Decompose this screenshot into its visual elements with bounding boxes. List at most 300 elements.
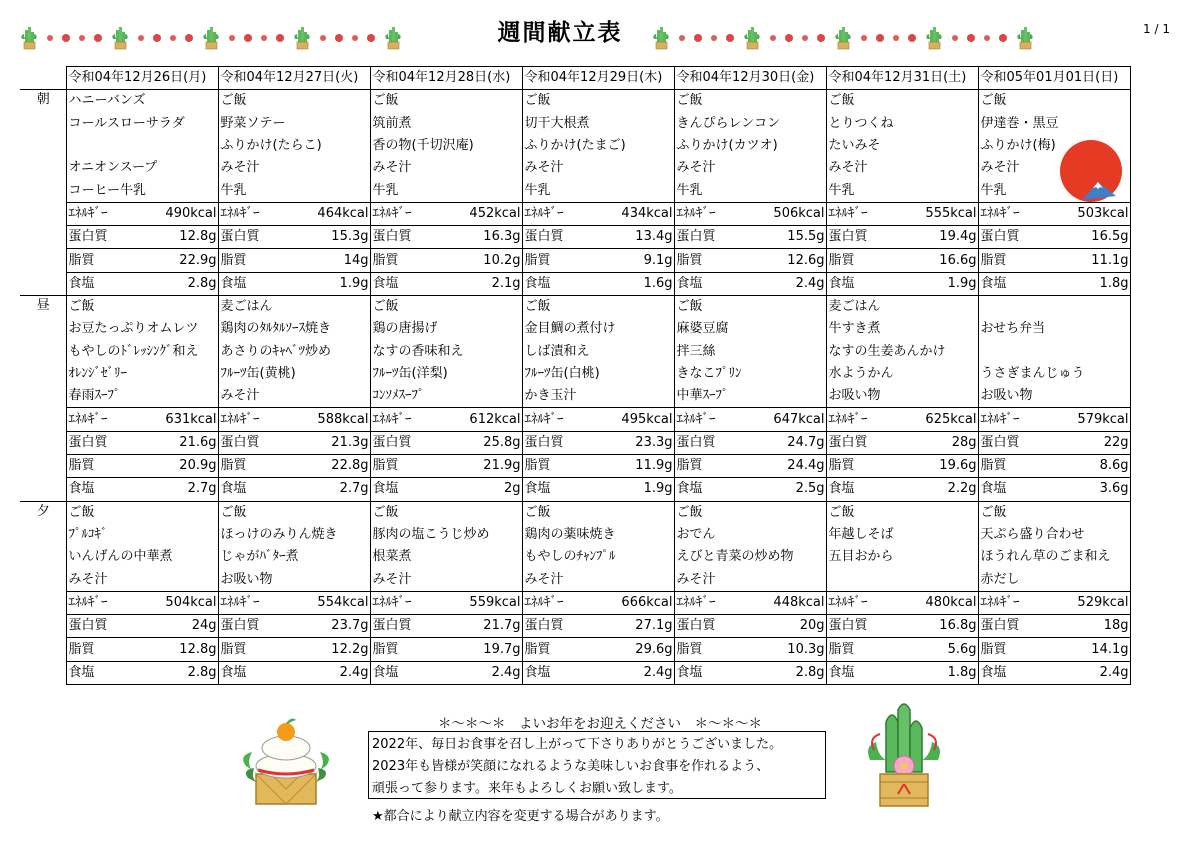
menu-item: みそ汁 [978,157,1130,179]
nutrition-row [20,591,1130,614]
menu-item: ｵﾚﾝｼﾞｾﾞﾘｰ [66,363,218,385]
nutrition-label: 蛋白質 [66,226,145,249]
plum-dot-icon [770,35,776,41]
nutrition-label: 蛋白質 [674,431,753,454]
nutrition-label: ｴﾈﾙｷﾞｰ [66,202,145,225]
nutrition-value: 1.8g [905,661,978,684]
menu-item: 春雨ｽｰﾌﾟ [66,385,218,408]
menu-item: コールスローサラダ [66,113,218,135]
nutrition-label: 蛋白質 [826,431,905,454]
greeting-line: 頑張って参ります。来年もよろしくお願い致します。 [372,781,682,796]
nutrition-value: 2.7g [297,478,370,501]
food-row [20,501,1130,524]
menu-item: なすの香味和え [370,341,522,363]
nutrition-label: 食塩 [826,272,905,295]
nutrition-label: ｴﾈﾙｷﾞｰ [66,408,145,431]
nutrition-value: 12.2g [297,638,370,661]
menu-item: お吸い物 [218,569,370,592]
nutrition-value: 3.6g [1057,478,1130,501]
nutrition-row [20,455,1130,478]
nutrition-row [20,661,1130,684]
nutrition-value: 1.9g [601,478,674,501]
menu-item: みそ汁 [522,569,674,592]
nutrition-label: 脂質 [66,249,145,272]
nutrition-value: 10.2g [449,249,522,272]
nutrition-value: 2.7g [145,478,218,501]
nutrition-value: 16.3g [449,226,522,249]
nutrition-row [20,408,1130,431]
nutrition-label: ｴﾈﾙｷﾞｰ [978,591,1057,614]
nutrition-label: 蛋白質 [522,615,601,638]
greeting-line: 2022年、毎日お食事を召し上がって下さりありがとうございました。 [372,737,783,752]
nutrition-label: ｴﾈﾙｷﾞｰ [978,408,1057,431]
menu-item: ご飯 [218,501,370,524]
date-header: 令和04年12月30日(金) [674,67,826,90]
nutrition-label: 脂質 [978,455,1057,478]
kadomatsu-icon [652,26,670,50]
nutrition-label: 脂質 [218,249,297,272]
nutrition-label: 食塩 [218,272,297,295]
nutrition-value: 24.4g [753,455,826,478]
rising-sun-fuji-icon [1058,138,1124,204]
nutrition-label: 食塩 [370,478,449,501]
nutrition-value: 612kcal [449,408,522,431]
menu-item: 牛乳 [826,179,978,202]
nutrition-label: 蛋白質 [978,226,1057,249]
decoration-right [652,26,1034,50]
nutrition-label: ｴﾈﾙｷﾞｰ [674,202,753,225]
menu-item: お豆たっぷりオムレツ [66,318,218,340]
nutrition-value: 19.6g [905,455,978,478]
menu-item: みそ汁 [370,569,522,592]
nutrition-value: 16.6g [905,249,978,272]
nutrition-label: ｴﾈﾙｷﾞｰ [674,591,753,614]
nutrition-label: 食塩 [66,478,145,501]
menu-item [978,341,1130,363]
plum-dot-icon [861,35,867,41]
nutrition-label: ｴﾈﾙｷﾞｰ [522,202,601,225]
food-row [20,113,1130,135]
nutrition-row [20,202,1130,225]
nutrition-label: ｴﾈﾙｷﾞｰ [370,591,449,614]
menu-item: ご飯 [522,295,674,318]
nutrition-value: 2.4g [753,272,826,295]
menu-item: ふりかけ(たまご) [522,135,674,157]
food-row [20,295,1130,318]
nutrition-label: 蛋白質 [370,615,449,638]
food-row [20,179,1130,202]
nutrition-label: 蛋白質 [522,226,601,249]
kagami-mochi-icon [238,708,334,808]
menu-item: 麦ごはん [218,295,370,318]
nutrition-value: 12.8g [145,226,218,249]
nutrition-value: 490kcal [145,202,218,225]
page-number: 1 / 1 [1143,22,1170,36]
nutrition-label: ｴﾈﾙｷﾞｰ [674,408,753,431]
nutrition-label: 脂質 [674,455,753,478]
nutrition-label: 食塩 [218,661,297,684]
food-row [20,363,1130,385]
nutrition-value: 13.4g [601,226,674,249]
nutrition-label: 脂質 [826,455,905,478]
nutrition-value: 2.1g [449,272,522,295]
menu-item: うさぎまんじゅう [978,363,1130,385]
nutrition-label: 蛋白質 [978,615,1057,638]
plum-dot-icon [952,35,958,41]
menu-item: ご飯 [522,90,674,113]
nutrition-value: 21.3g [297,431,370,454]
nutrition-label: 脂質 [522,455,601,478]
nutrition-value: 666kcal [601,591,674,614]
nutrition-value: 11.9g [601,455,674,478]
food-row [20,318,1130,340]
nutrition-value: 24g [145,615,218,638]
kadomatsu-icon [1016,26,1034,50]
nutrition-value: 2.4g [601,661,674,684]
date-header: 令和04年12月29日(木) [522,67,674,90]
plum-dot-icon [908,34,916,42]
menu-item: 根菜煮 [370,546,522,568]
nutrition-label: 食塩 [66,661,145,684]
nutrition-label: 食塩 [522,272,601,295]
nutrition-label: 脂質 [978,638,1057,661]
menu-item: みそ汁 [66,569,218,592]
food-row [20,546,1130,568]
nutrition-value: 22.9g [145,249,218,272]
menu-item: ご飯 [978,501,1130,524]
menu-item: オニオンスープ [66,157,218,179]
menu-item: 豚肉の塩こうじ炒め [370,524,522,546]
nutrition-label: 脂質 [66,638,145,661]
menu-item: たいみそ [826,135,978,157]
menu-item [66,135,218,157]
greeting-title: ＊～＊～＊ よいお年をお迎えください ＊～＊～＊ [438,716,762,732]
weekly-menu-table [20,66,1131,685]
food-row [20,524,1130,546]
nutrition-value: 20g [753,615,826,638]
nutrition-label: ｴﾈﾙｷﾞｰ [370,202,449,225]
nutrition-value: 14g [297,249,370,272]
nutrition-value: 16.8g [905,615,978,638]
nutrition-value: 15.5g [753,226,826,249]
nutrition-value: 506kcal [753,202,826,225]
food-row [20,569,1130,592]
nutrition-value: 625kcal [905,408,978,431]
menu-item: 香の物(千切沢庵) [370,135,522,157]
nutrition-value: 495kcal [601,408,674,431]
menu-item: なすの生姜あんかけ [826,341,978,363]
nutrition-label: 蛋白質 [674,226,753,249]
menu-item: ﾌﾙｰﾂ缶(洋梨) [370,363,522,385]
nutrition-value: 529kcal [1057,591,1130,614]
nutrition-value: 23.7g [297,615,370,638]
menu-item: 麻婆豆腐 [674,318,826,340]
menu-item: ご飯 [674,501,826,524]
menu-item: しば漬和え [522,341,674,363]
menu-item: 牛乳 [218,179,370,202]
menu-item: みそ汁 [674,157,826,179]
nutrition-label: 蛋白質 [370,431,449,454]
nutrition-value: 1.8g [1057,272,1130,295]
menu-item: 鶏の唐揚げ [370,318,522,340]
nutrition-value: 23.3g [601,431,674,454]
menu-item: みそ汁 [826,157,978,179]
menu-item: 野菜ソテー [218,113,370,135]
nutrition-label: ｴﾈﾙｷﾞｰ [826,408,905,431]
nutrition-label: 蛋白質 [218,431,297,454]
kadomatsu-icon [925,26,943,50]
nutrition-row [20,431,1130,454]
nutrition-label: ｴﾈﾙｷﾞｰ [370,408,449,431]
menu-item: みそ汁 [218,385,370,408]
nutrition-row [20,249,1130,272]
nutrition-label: ｴﾈﾙｷﾞｰ [978,202,1057,225]
nutrition-label: 蛋白質 [370,226,449,249]
nutrition-value: 452kcal [449,202,522,225]
nutrition-label: 脂質 [978,249,1057,272]
nutrition-label: ｴﾈﾙｷﾞｰ [826,202,905,225]
nutrition-label: 食塩 [522,478,601,501]
menu-item: ほっけのみりん焼き [218,524,370,546]
menu-item: ご飯 [218,90,370,113]
nutrition-value: 16.5g [1057,226,1130,249]
nutrition-label: 脂質 [66,455,145,478]
nutrition-value: 27.1g [601,615,674,638]
menu-item: 拌三絲 [674,341,826,363]
meal-label: 朝 [20,90,66,296]
nutrition-value: 5.6g [905,638,978,661]
nutrition-label: 蛋白質 [218,615,297,638]
nutrition-value: 464kcal [297,202,370,225]
nutrition-value: 19.7g [449,638,522,661]
nutrition-value: 24.7g [753,431,826,454]
nutrition-label: ｴﾈﾙｷﾞｰ [218,591,297,614]
nutrition-label: ｴﾈﾙｷﾞｰ [522,408,601,431]
nutrition-value: 25.8g [449,431,522,454]
nutrition-label: 食塩 [218,478,297,501]
nutrition-value: 504kcal [145,591,218,614]
nutrition-value: 2.8g [753,661,826,684]
plum-dot-icon [967,34,975,42]
nutrition-value: 12.8g [145,638,218,661]
nutrition-label: 蛋白質 [978,431,1057,454]
nutrition-label: 蛋白質 [66,615,145,638]
date-header: 令和05年01月01日(日) [978,67,1130,90]
menu-item: 牛乳 [370,179,522,202]
nutrition-value: 2g [449,478,522,501]
food-row [20,385,1130,408]
nutrition-label: 脂質 [218,455,297,478]
nutrition-value: 2.4g [297,661,370,684]
nutrition-label: 食塩 [370,661,449,684]
nutrition-label: 蛋白質 [826,615,905,638]
nutrition-label: 脂質 [370,249,449,272]
menu-item: 伊達巻・黒豆 [978,113,1130,135]
menu-item: 麦ごはん [826,295,978,318]
menu-item: 赤だし [978,569,1130,592]
nutrition-value: 1.9g [297,272,370,295]
nutrition-value: 21.9g [449,455,522,478]
nutrition-label: 食塩 [978,478,1057,501]
nutrition-label: 脂質 [826,249,905,272]
menu-item: ご飯 [370,295,522,318]
menu-item: ふりかけ(梅) [978,135,1130,157]
menu-item: 鶏肉の薬味焼き [522,524,674,546]
plum-dot-icon [694,34,702,42]
menu-item: ご飯 [978,90,1130,113]
nutrition-label: ｴﾈﾙｷﾞｰ [522,591,601,614]
nutrition-value: 554kcal [297,591,370,614]
change-notice: ★都合により献立内容を変更する場合があります。 [372,809,669,824]
menu-item: コーヒー牛乳 [66,179,218,202]
menu-item: ご飯 [674,295,826,318]
nutrition-value: 480kcal [905,591,978,614]
menu-item: ご飯 [66,501,218,524]
nutrition-label: 蛋白質 [522,431,601,454]
menu-item: ﾌﾙｰﾂ缶(白桃) [522,363,674,385]
nutrition-label: 食塩 [674,478,753,501]
menu-item: ふりかけ(たらこ) [218,135,370,157]
meal-label: 昼 [20,295,66,501]
plum-dot-icon [802,35,808,41]
plum-dot-icon [984,35,990,41]
nutrition-value: 2.5g [753,478,826,501]
menu-item: お吸い物 [826,385,978,408]
menu-item: 五目おから [826,546,978,568]
nutrition-label: 脂質 [370,638,449,661]
nutrition-value: 559kcal [449,591,522,614]
nutrition-value: 8.6g [1057,455,1130,478]
nutrition-label: 蛋白質 [66,431,145,454]
nutrition-value: 2.8g [145,661,218,684]
menu-item: もやしのﾁｬﾝﾌﾟﾙ [522,546,674,568]
menu-item: ふりかけ(カツオ) [674,135,826,157]
menu-item: きんぴらレンコン [674,113,826,135]
nutrition-value: 579kcal [1057,408,1130,431]
nutrition-value: 1.9g [905,272,978,295]
nutrition-value: 9.1g [601,249,674,272]
meal-label: 夕 [20,501,66,684]
nutrition-value: 29.6g [601,638,674,661]
nutrition-row [20,478,1130,501]
menu-item: じゃがﾊﾞﾀｰ煮 [218,546,370,568]
menu-item: おせち弁当 [978,318,1130,340]
menu-item: ハニーバンズ [66,90,218,113]
plum-dot-icon [817,34,825,42]
nutrition-label: 食塩 [66,272,145,295]
nutrition-value: 2.2g [905,478,978,501]
nutrition-label: 食塩 [674,272,753,295]
menu-item: ﾌﾟﾙｺｷﾞ [66,524,218,546]
menu-item: 筑前煮 [370,113,522,135]
title-row [20,12,1100,48]
nutrition-value: 10.3g [753,638,826,661]
nutrition-label: 食塩 [826,661,905,684]
nutrition-value: 21.7g [449,615,522,638]
nutrition-value: 2.4g [449,661,522,684]
food-row [20,90,1130,113]
menu-item: ご飯 [826,501,978,524]
nutrition-value: 1.6g [601,272,674,295]
nutrition-value: 14.1g [1057,638,1130,661]
nutrition-label: 食塩 [522,661,601,684]
menu-item: 天ぷら盛り合わせ [978,524,1130,546]
nutrition-label: ｴﾈﾙｷﾞｰ [826,591,905,614]
menu-item: ご飯 [66,295,218,318]
plum-dot-icon [785,34,793,42]
nutrition-value: 21.6g [145,431,218,454]
nutrition-value: 22g [1057,431,1130,454]
page-title: 週間献立表 [497,20,623,46]
nutrition-value: 22.8g [297,455,370,478]
nutrition-label: 脂質 [522,249,601,272]
menu-item: かき玉汁 [522,385,674,408]
menu-item: 中華ｽｰﾌﾟ [674,385,826,408]
menu-item: おでん [674,524,826,546]
menu-item: もやしのﾄﾞﾚｯｼﾝｸﾞ和え [66,341,218,363]
nutrition-label: 脂質 [218,638,297,661]
plum-dot-icon [893,35,899,41]
date-header: 令和04年12月31日(土) [826,67,978,90]
nutrition-value: 20.9g [145,455,218,478]
nutrition-value: 28g [905,431,978,454]
nutrition-label: 脂質 [826,638,905,661]
nutrition-label: 蛋白質 [218,226,297,249]
nutrition-label: 脂質 [674,638,753,661]
nutrition-label: 脂質 [522,638,601,661]
nutrition-value: 12.6g [753,249,826,272]
menu-item: ほうれん草のごま和え [978,546,1130,568]
nutrition-value: 15.3g [297,226,370,249]
nutrition-value: 588kcal [297,408,370,431]
menu-item: いんげんの中華煮 [66,546,218,568]
menu-item: 水ようかん [826,363,978,385]
nutrition-label: 食塩 [978,661,1057,684]
nutrition-value: 503kcal [1057,202,1130,225]
menu-item: みそ汁 [522,157,674,179]
food-row [20,135,1130,157]
menu-item: ご飯 [522,501,674,524]
nutrition-value: 11.1g [1057,249,1130,272]
menu-item: ご飯 [674,90,826,113]
date-header: 令和04年12月28日(水) [370,67,522,90]
plum-dot-icon [679,35,685,41]
nutrition-row [20,615,1130,638]
menu-item: 年越しそば [826,524,978,546]
menu-item: あさりのｷｬﾍﾞﾂ炒め [218,341,370,363]
menu-item [826,569,978,592]
nutrition-label: 脂質 [674,249,753,272]
nutrition-row [20,226,1130,249]
food-row [20,341,1130,363]
nutrition-value: 18g [1057,615,1130,638]
kadomatsu-icon [743,26,761,50]
menu-item: ﾌﾙｰﾂ缶(黄桃) [218,363,370,385]
plum-dot-icon [876,34,884,42]
nutrition-label: 食塩 [978,272,1057,295]
date-header-row [20,67,1130,90]
nutrition-label: ｴﾈﾙｷﾞｰ [218,202,297,225]
kadomatsu-icon [834,26,852,50]
nutrition-row [20,638,1130,661]
menu-item: 牛乳 [978,179,1130,202]
menu-item: ご飯 [826,90,978,113]
nutrition-value: 434kcal [601,202,674,225]
plum-dot-icon [711,35,717,41]
plum-dot-icon [999,34,1007,42]
menu-item: 金目鯛の煮付け [522,318,674,340]
nutrition-label: ｴﾈﾙｷﾞｰ [218,408,297,431]
